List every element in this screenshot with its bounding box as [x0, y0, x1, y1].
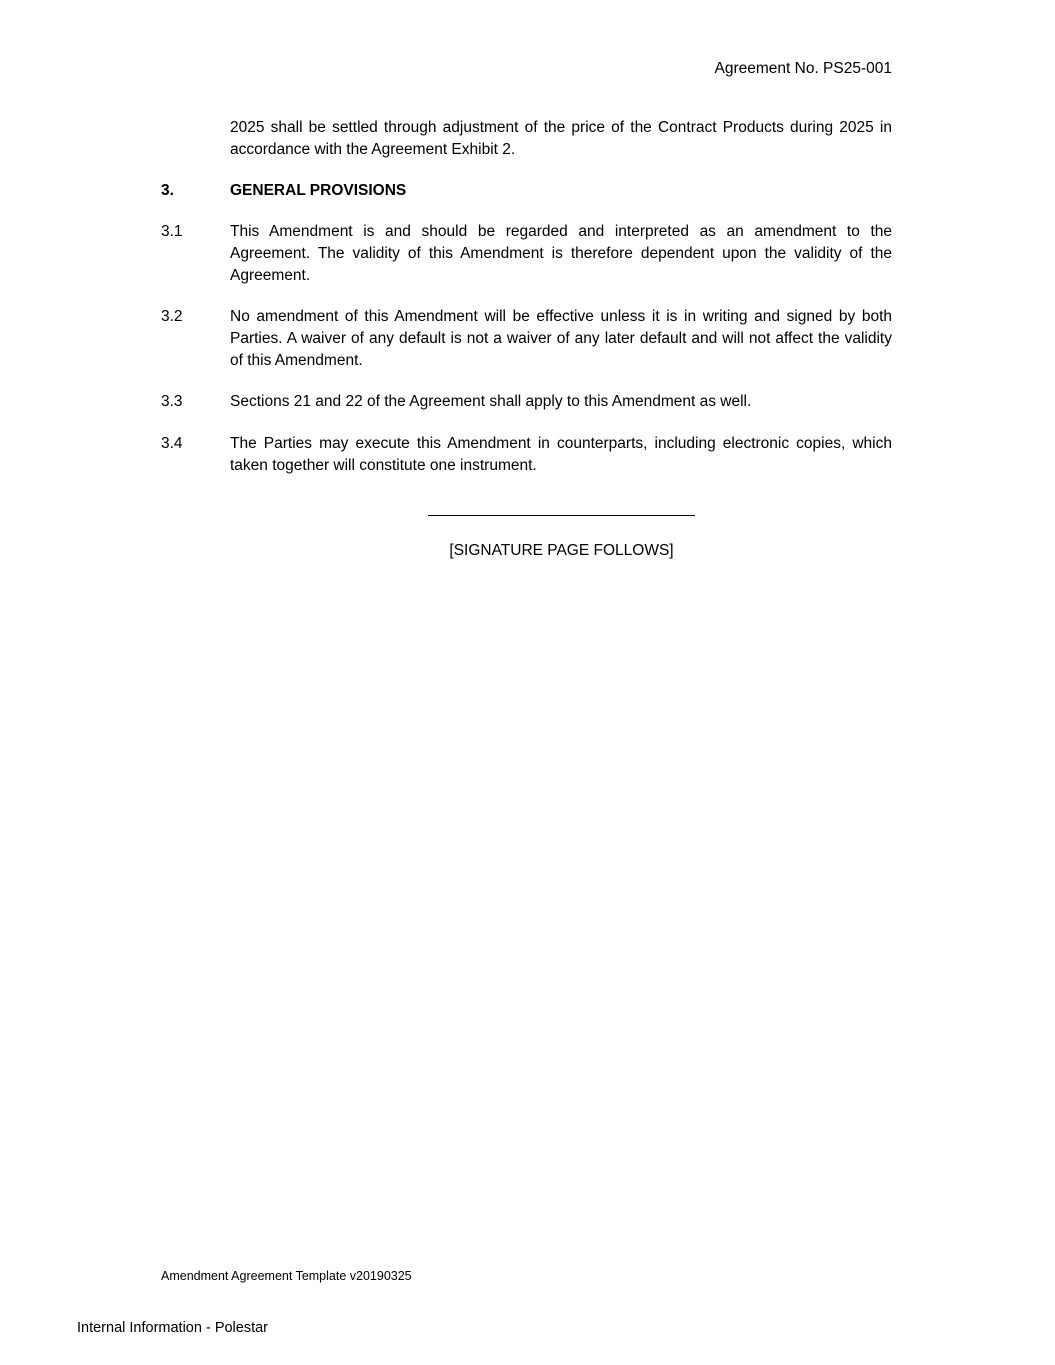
agreement-number: Agreement No. PS25-001	[714, 60, 892, 77]
clause-text: Sections 21 and 22 of the Agreement shall apply to this Amendment as well.	[230, 393, 752, 410]
section-title: GENERAL PROVISIONS	[230, 182, 407, 199]
clause	[161, 306, 892, 372]
clause-number: 3.1	[161, 223, 183, 240]
clause-number: 3.3	[161, 393, 183, 410]
divider-line	[428, 515, 695, 516]
clause-text: This Amendment is and should be regarded and interpreted as an amendment to the Agreement. The validity of this Amendment is therefore dependent upon the validity of the Agreement.	[230, 223, 892, 284]
signature-page-note: [SIGNATURE PAGE FOLLOWS]	[449, 542, 674, 559]
footer-template-version: Amendment Agreement Template v20190325	[161, 1269, 412, 1283]
classification-label: Internal Information - Polestar	[77, 1320, 269, 1336]
clause-text: The Parties may execute this Amendment in counterparts, including electronic copies, which taken together will constitute one instrument.	[230, 435, 892, 474]
clause-text: No amendment of this Amendment will be effective unless it is in writing and signed by both Parties. A waiver of any default is not a waiver of any later default and will not affect the validity of this Amendment.	[230, 308, 892, 369]
clause-number: 3.4	[161, 435, 183, 452]
clause	[161, 221, 892, 287]
section-heading	[161, 180, 892, 202]
clause-number: 3.2	[161, 308, 183, 325]
section-number: 3.	[161, 182, 174, 199]
clause	[161, 391, 892, 413]
clause	[161, 433, 892, 477]
continuation-paragraph: 2025 shall be settled through adjustment of the price of the Contract Products during 2025 in accordance with the Agreement Exhibit 2.	[230, 119, 892, 158]
